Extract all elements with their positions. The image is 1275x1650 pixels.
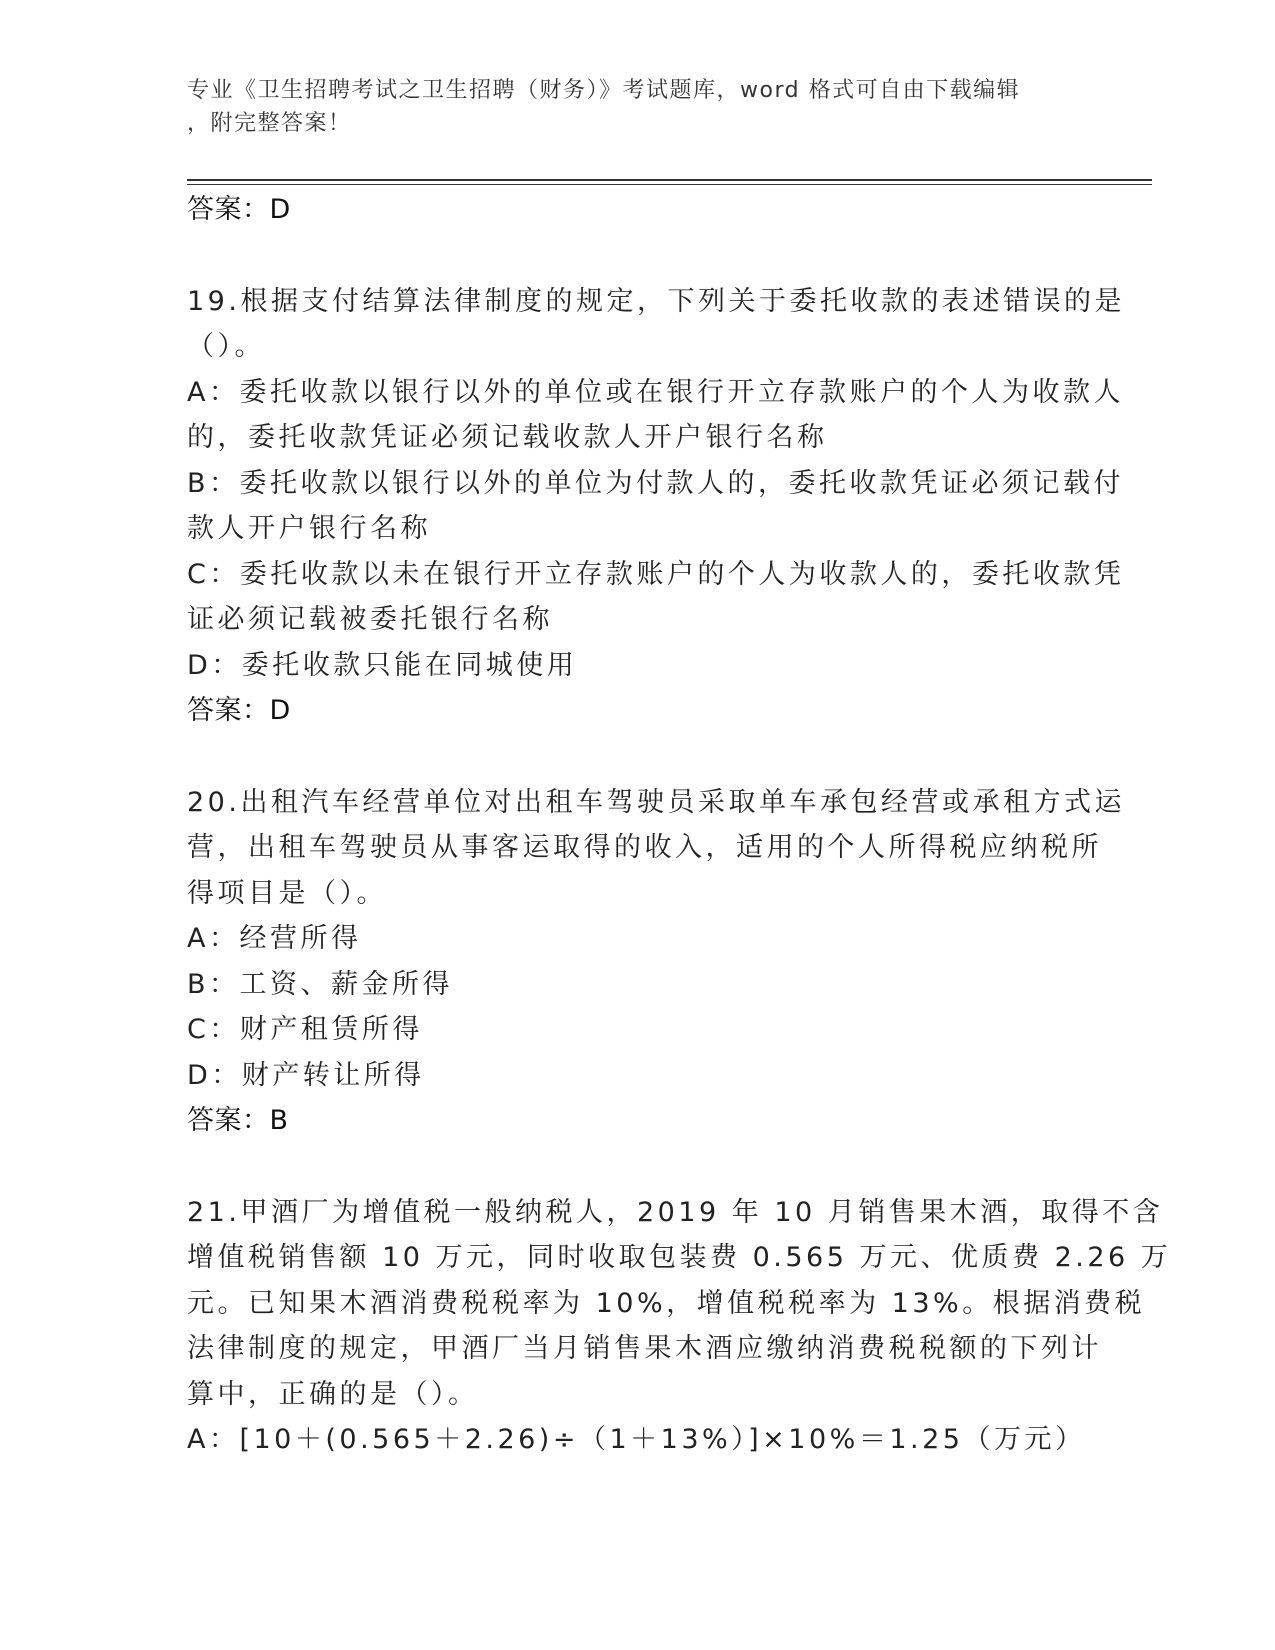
question-stem-line: 元。已知果木酒消费税税率为 10%，增值税税率为 13%。根据消费税: [187, 1287, 1146, 1319]
document-header: [187, 74, 1067, 140]
question-stem-line: 20.出租汽车经营单位对出租车驾驶员采取单车承包经营或承租方式运: [187, 786, 1125, 818]
option-line: B：工资、薪金所得: [187, 968, 454, 1000]
question-stem-line: 19.根据支付结算法律制度的规定，下列关于委托收款的表述错误的是: [187, 285, 1125, 317]
option-line: B：委托收款以银行以外的单位为付款人的，委托收款凭证必须记载付: [187, 467, 1125, 499]
question-stem-line: 得项目是（）。: [187, 877, 387, 909]
option-line: 的，委托收款凭证必须记载收款人开户银行名称: [187, 422, 828, 453]
answer-line: 答案：D: [187, 695, 291, 726]
header-line: 专业《卫生招聘考试之卫生招聘（财务）》考试题库，word 格式可自由下载编辑: [187, 78, 1021, 103]
question-stem-line: 增值税销售额 10 万元，同时收取包装费 0.565 万元、优质费 2.26 万: [187, 1242, 1172, 1273]
option-line: C：财产租赁所得: [187, 1014, 423, 1045]
option-line: C：委托收款以未在银行开立存款账户的个人为收款人的，委托收款凭: [187, 558, 1125, 590]
question-20: [187, 780, 1125, 1144]
header-divider-thin: [187, 184, 1152, 185]
header-line: ，附完整答案！: [187, 111, 352, 136]
option-line: D：委托收款只能在同城使用: [187, 649, 578, 681]
question-stem-line: 算中，正确的是（）。: [187, 1378, 479, 1410]
question-stem-line: 法律制度的规定，甲酒厂当月销售果木酒应缴纳消费税税额的下列计: [187, 1333, 1102, 1364]
option-line: A：经营所得: [187, 923, 362, 954]
question-stem-line: （）。: [187, 331, 265, 362]
answer-line: 答案：D: [187, 194, 291, 225]
option-line: 款人开户银行名称: [187, 513, 431, 544]
question-stem-line: 21.甲酒厂为增值税一般纳税人，2019 年 10 月销售果木酒，取得不含: [187, 1196, 1164, 1228]
question-19: [187, 279, 1125, 734]
question-21: [187, 1190, 1172, 1463]
answer-line: 答案：B: [187, 1105, 289, 1136]
option-line: A：委托收款以银行以外的单位或在银行开立存款账户的个人为收款人: [187, 376, 1124, 408]
question-stem-line: 营，出租车驾驶员从事客运取得的收入，适用的个人所得税应纳税所: [187, 832, 1102, 863]
question-list: [187, 187, 1172, 1463]
option-line: 证必须记载被委托银行名称: [187, 604, 553, 635]
option-line: A：[10＋(0.565＋2.26)÷（1＋13%）]×10%＝1.25（万元）: [187, 1424, 1086, 1455]
option-line: D：财产转让所得: [187, 1059, 425, 1091]
header-divider-thick: [187, 179, 1152, 181]
